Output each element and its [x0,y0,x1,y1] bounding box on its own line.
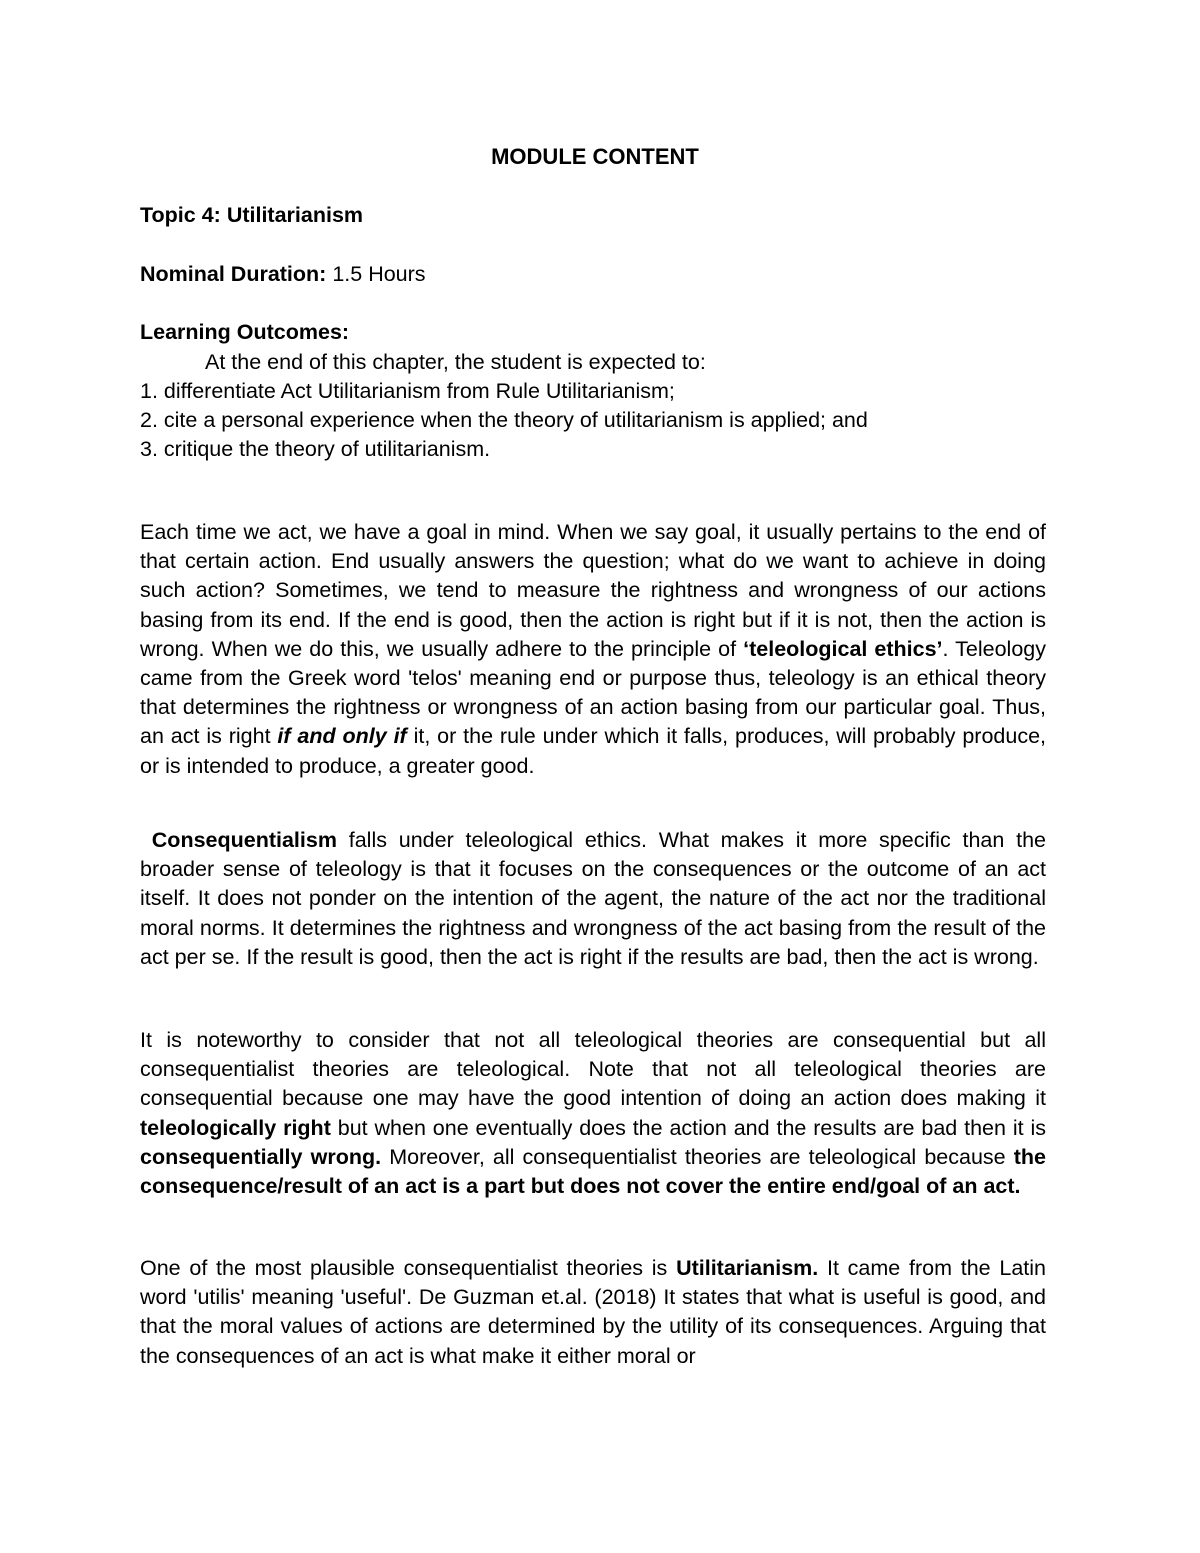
paragraph-consequentialism [140,826,1046,972]
paragraph-teleology [140,518,1046,781]
page-title: MODULE CONTENT [491,144,699,169]
paragraph-utilitarianism [140,1254,1046,1371]
duration-label: Nominal Duration: [140,262,327,286]
para-text: but when one eventually does the action and the results are bad then it is [330,1115,1046,1140]
outcomes-intro: At the end of this chapter, the student is expected to: [205,350,706,374]
para-text: One of the most plausible consequentialist theories is [140,1256,677,1280]
para-text: It is noteworthy to consider that not all teleological theories are consequential but all consequentialist theories are teleological. Note that not all teleological theories are consequential because one may have the good intention of doing an action does making it [140,1028,1046,1111]
outcome-item: 2. cite a personal experience when the theory of utilitarianism is applied; and [140,408,868,432]
para-text: it, or the rule under which it falls, produces, will probably produce, or is intended to produce, a greater good. [140,724,1047,778]
para-bold: Utilitarianism. [676,1256,819,1280]
para-bold: the consequence/result of an act is a part but does not cover the entire end/goal of an act. [140,1144,1046,1199]
para-bold-italic: if and only if [277,724,407,749]
para-bold: Consequentialism [151,828,337,852]
topic-value: Utilitarianism [226,203,364,227]
para-text: It came from the Latin word 'utilis' meaning 'useful'. De Guzman et.al. (2018) It states that what is useful is good, and that the moral values of actions are determined by the utility of its consequences. Arguing that the consequences of an act is what make it either moral or [140,1256,1046,1368]
duration-line [140,260,426,288]
topic-line [140,201,363,229]
para-bold: teleologically right [140,1115,331,1140]
para-bold: ‘teleological ethics’ [743,636,943,661]
outcome-item: 3. critique the theory of utilitarianism. [140,437,491,461]
paragraph-noteworthy [140,1026,1046,1201]
duration-value: 1.5 Hours [332,262,426,286]
para-text: falls under teleological ethics. What makes it more specific than the broader sense of teleology is that it focuses on the consequences or the outcome of an act itself. It does not ponder on the intention of the agent, the nature of the act nor the traditional moral norms. It determines the rightness and wrongness of the act basing from the result of the act per se. If the result is good, then the act is right if the results are bad, then the act is wrong. [140,828,1046,969]
outcome-item: 1. differentiate Act Utilitarianism from Rule Utilitarianism; [140,379,675,403]
para-text: . Teleology came from the Greek word 'telos' meaning end or purpose thus, teleology is an ethical theory that determines the rightness or wrongness of an action basing from our particular goal. Thus, an act is right [140,636,1046,749]
para-bold: consequentially wrong. [140,1144,382,1169]
topic-label: Topic 4: [140,203,221,227]
para-text: Moreover, all consequentialist theories are teleological because [381,1144,1014,1169]
para-text: Each time we act, we have a goal in mind. When we say goal, it usually pertains to the end of that certain action. End usually answers the question; what do we want to achieve in doing such action? Sometimes, we tend to measure the rightness and wrongness of our actions basing from its end. If the end is good, then the action is right but if it is not, then the action is wrong. When we do this, we usually adhere to the principle of [140,520,1046,661]
outcomes-heading: Learning Outcomes: [140,320,350,344]
